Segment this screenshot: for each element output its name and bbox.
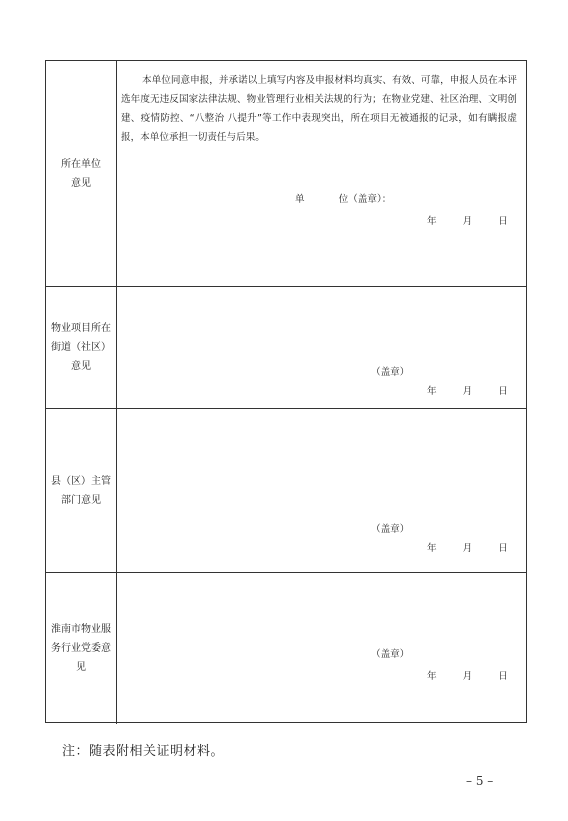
- date-line: [427, 540, 508, 554]
- date-line: [427, 383, 508, 397]
- label-unit-opinion: [46, 61, 117, 286]
- row-county-opinion: [46, 409, 526, 573]
- date-line: [427, 213, 508, 227]
- row-unit-opinion: [46, 61, 526, 287]
- row-street-opinion: [46, 287, 526, 409]
- row-party-committee-opinion: [46, 573, 526, 724]
- label-county-opinion: [46, 409, 117, 572]
- footnote: 注：随表附相关证明材料。: [62, 744, 225, 759]
- date-year: 年: [427, 671, 437, 682]
- date-month: 月: [462, 671, 473, 682]
- declaration-text: 本单位同意申报，并承诺以上填写内容及申报材料均真实、有效、可靠，申报人员在本评选年度无违反国家法律法规、物业管理行业相关法规的行为；在物业党建、社区治理、文明创建、疫情防控、“八整治 八提升”等工作中表现突出，所在项目无被通报的记录，如有瞒报虚报，本单位承担一切责任与后果。: [121, 75, 517, 143]
- label-text: 所在单位 意见: [61, 158, 101, 189]
- label-street-opinion: [46, 287, 117, 408]
- date-year: 年: [427, 543, 437, 554]
- content-unit-opinion: [117, 61, 526, 286]
- date-day: 日: [498, 671, 508, 682]
- date-day: 日: [498, 216, 508, 227]
- label-party-committee-opinion: [46, 573, 117, 724]
- date-month: 月: [462, 216, 473, 227]
- date-year: 年: [427, 386, 437, 397]
- page-number: – 5 –: [466, 774, 494, 788]
- unit-seal-line: [295, 191, 391, 205]
- date-year: 年: [427, 216, 437, 227]
- label-text: 淮南市物业服务行业党委意见: [51, 624, 111, 673]
- seal-label: 位（盖章）：: [338, 194, 392, 205]
- content-street-opinion: [117, 287, 526, 408]
- approval-form-table: [45, 60, 527, 723]
- date-month: 月: [462, 543, 473, 554]
- seal-label: （盖章）: [371, 524, 410, 535]
- date-day: 日: [498, 543, 508, 554]
- seal-label: （盖章）: [371, 367, 410, 378]
- date-day: 日: [498, 386, 508, 397]
- label-text: 县（区）主管部门意见: [51, 475, 111, 506]
- date-month: 月: [462, 386, 473, 397]
- content-county-opinion: [117, 409, 526, 572]
- seal-label: （盖章）: [371, 649, 410, 660]
- label-text: 物业项目所在街道（社区）意见: [51, 323, 111, 372]
- content-party-committee-opinion: [117, 573, 526, 724]
- unit-label: 单: [295, 194, 305, 205]
- date-line: [427, 668, 508, 682]
